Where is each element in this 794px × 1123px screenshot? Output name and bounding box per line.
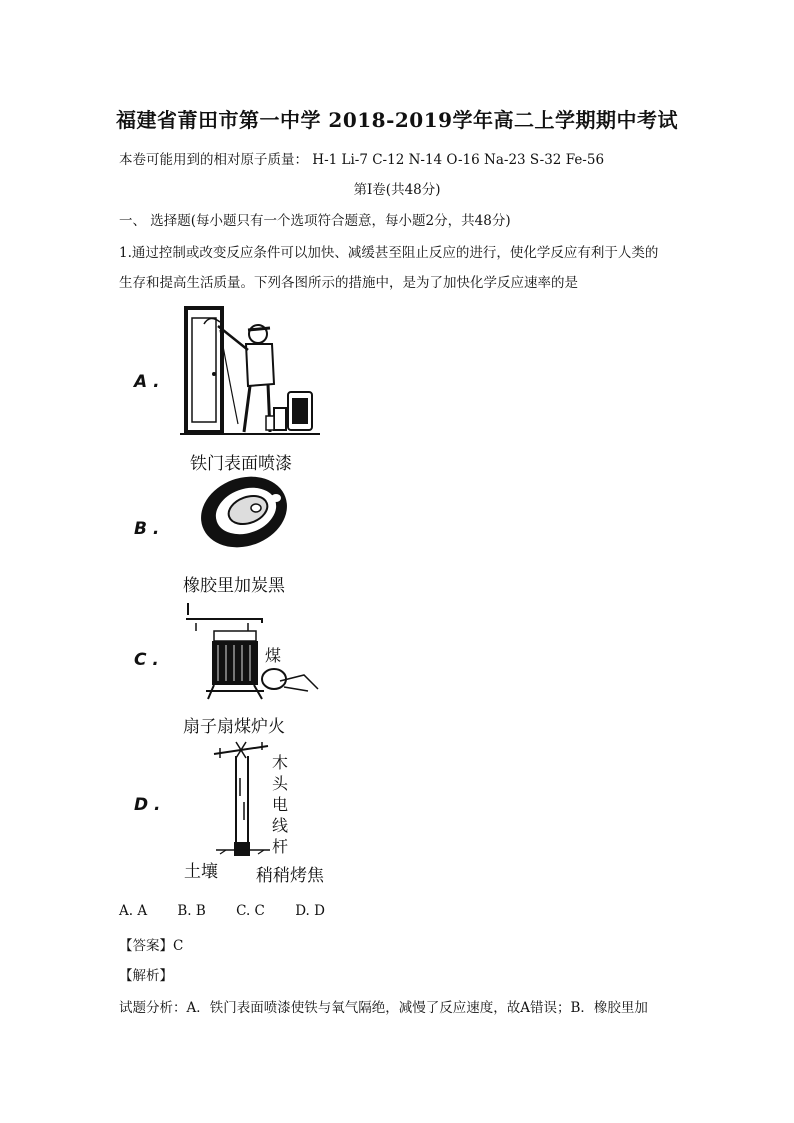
option-a-caption: 铁门表面喷漆 [190, 454, 292, 474]
exam-title: 福建省莆田市第一中学 2018-2019学年高二上学期期中考试 [115, 108, 679, 132]
option-c-letter: C . [134, 650, 159, 670]
atomic-mass-line: 本卷可能用到的相对原子质量： H-1 Li-7 C-12 N-14 O-16 Na-23 S-32 Fe-56 [119, 152, 605, 168]
choice-b: B. B [177, 903, 206, 919]
option-b-caption: 橡胶里加炭黑 [183, 576, 285, 596]
analysis-heading: 【解析】 [119, 968, 173, 984]
option-d-letter: D . [134, 795, 161, 815]
painting-door-illustration [180, 304, 330, 439]
option-c-coal-label: 煤 [265, 646, 282, 665]
analysis-text: 试题分析：A．铁门表面喷漆使铁与氧气隔绝，减慢了反应速度，故A错误；B．橡胶里加 [119, 1000, 648, 1016]
option-d-caption-soil: 土壤 [184, 862, 218, 882]
choice-c: C. C [236, 903, 265, 919]
option-d-caption-charred: 稍稍烤焦 [256, 866, 324, 886]
section-heading: 一、 选择题(每小题只有一个选项符合题意，每小题2分，共48分) [119, 213, 511, 229]
choice-d: D. D [295, 903, 325, 919]
question-text-line-2: 生存和提高生活质量。下列各图所示的措施中，是为了加快化学反应速率的是 [119, 275, 578, 291]
choice-a: A. A [119, 903, 148, 919]
question-text-line-1: 1.通过控制或改变反应条件可以加快、减缓甚至阻止反应的进行，使化学反应有利于人类的 [119, 245, 659, 261]
answer-choices [119, 903, 351, 919]
answer-line: 【答案】C [119, 938, 184, 954]
option-b-letter: B . [134, 519, 160, 539]
wooden-pole-illustration [212, 738, 272, 862]
coal-stove-fan-illustration [184, 601, 324, 705]
option-c-caption: 扇子扇煤炉火 [183, 717, 285, 737]
tire-illustration [196, 474, 292, 550]
option-d-pole-label: 木 头 电 线 杆 [272, 753, 289, 856]
volume-heading: 第I卷(共48分) [353, 182, 441, 198]
option-a-letter: A . [134, 372, 160, 392]
